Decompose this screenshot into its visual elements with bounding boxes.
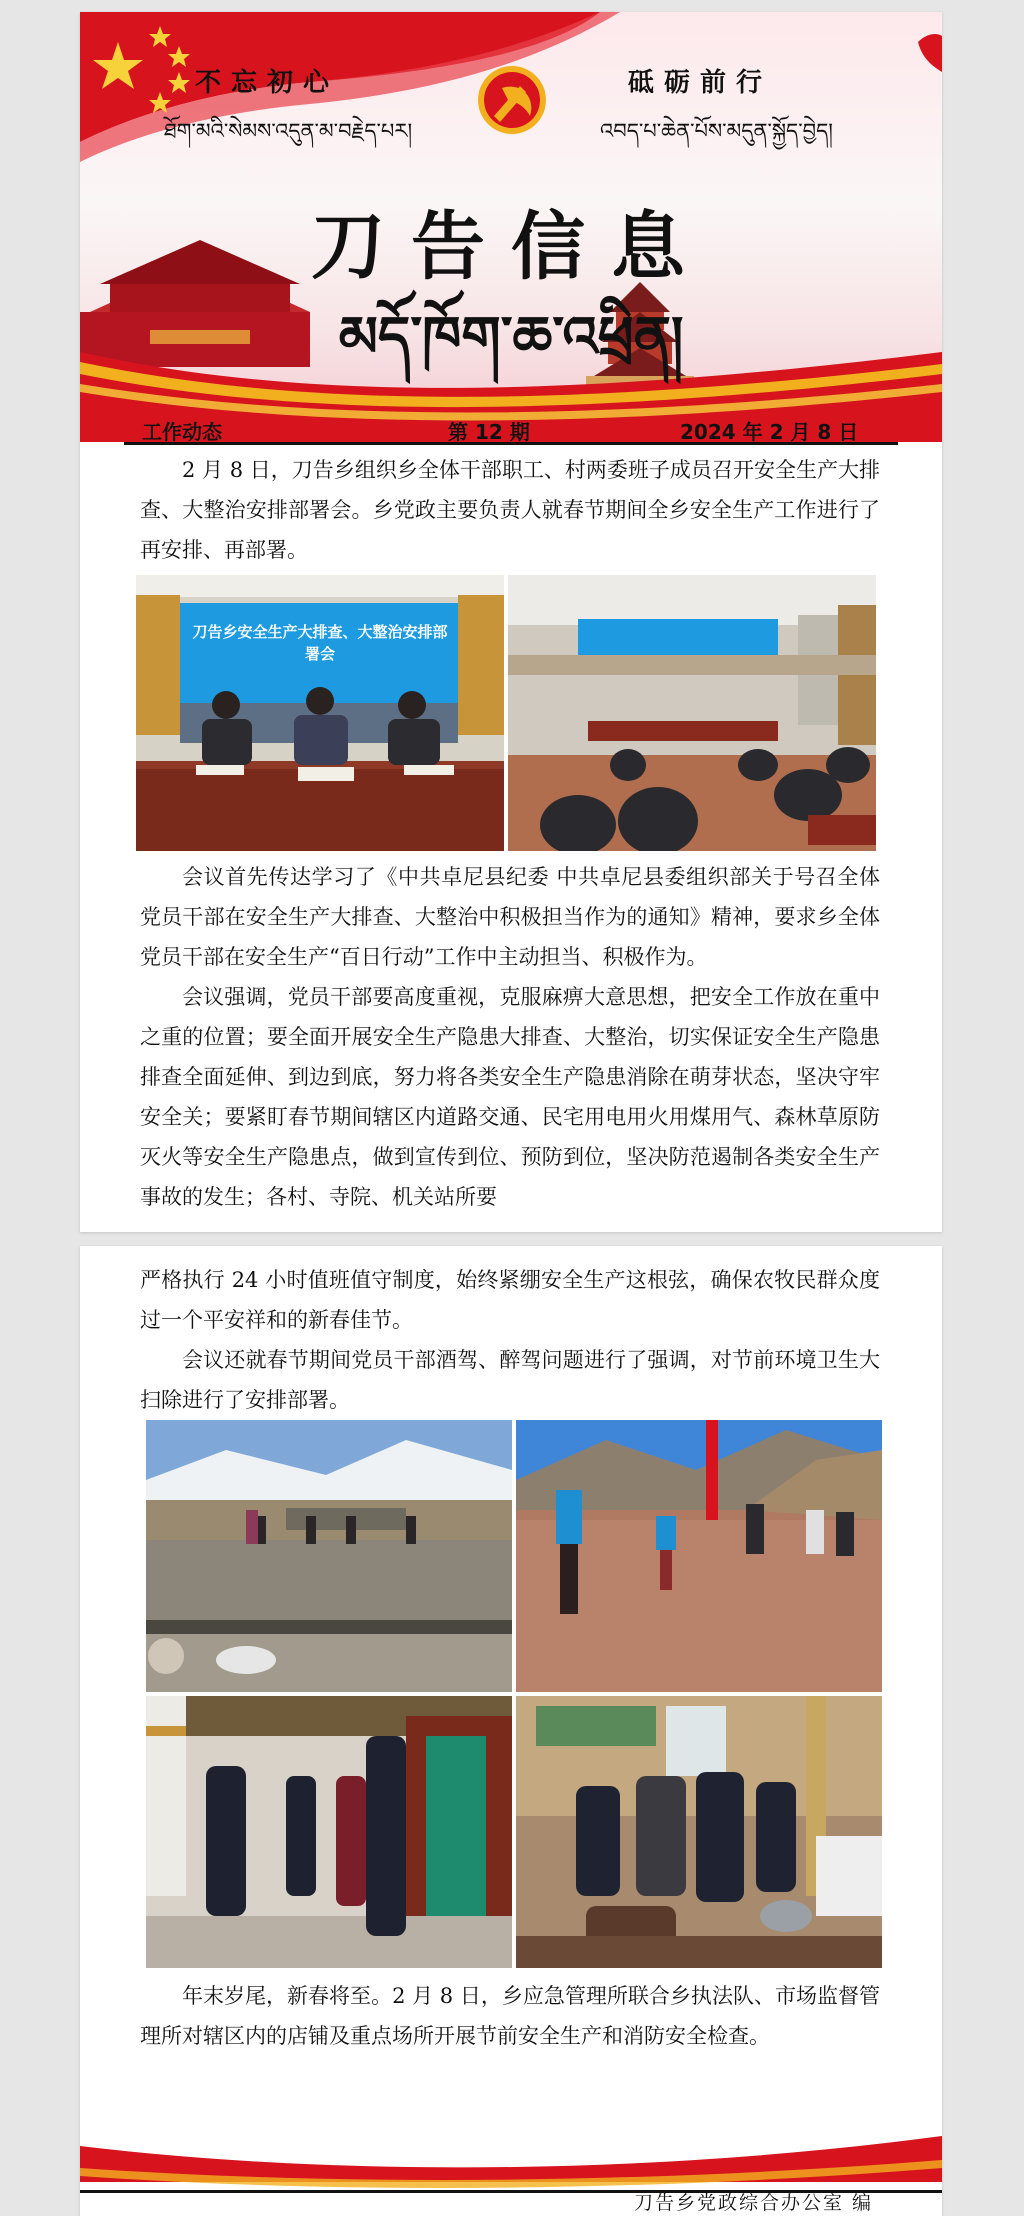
paragraph-2: 会议首先传达学习了《中共卓尼县纪委 中共卓尼县委组织部关于号召全体党员干部在安全生产大排查、大整治中积极担当作为的通知》精神，要求乡全体党员干部在安全生产“百日行动”工作中主动担当、积极作为。 [140, 865, 880, 969]
tibetan-slogan-left: ཐོག་མའི་སེམས་འདུན་མ་བརྗེད་པར། [164, 119, 413, 143]
masthead-title-tibetan: མདོ་ཁོག་ཆ་འཕྲིན། [338, 305, 684, 370]
inspection-square-photo [516, 1420, 882, 1692]
masthead-banner [80, 12, 942, 442]
paragraph-3-part-1: 会议强调，党员干部要高度重视，克服麻痹大意思想，把安全工作放在重中之重的位置；要全面开展安全生产隐患大排查、大整治，切实保证安全生产隐患排查全面延伸、到边到底，努力将各类安全生产隐患消除在萌芽状态，坚决守牢安全关；要紧盯春节期间辖区内道路交通、民宅用电用火用煤用气、森林草原防灭火等安全生产隐患点，做到宣传到位、预防到位，坚决防范遏制各类安全生产事故的发生；各村、寺院、机关站所要 [140, 985, 880, 1209]
paragraph-5: 年末岁尾，新春将至。2 月 8 日，乡应急管理所联合乡执法队、市场监督管理所对辖区内的店铺及重点场所开展节前安全生产和消防安全检查。 [140, 1984, 880, 2048]
paragraph-4: 会议还就春节期间党员干部酒驾、醉驾问题进行了强调，对节前环境卫生大扫除进行了安排部署。 [140, 1348, 880, 1412]
paragraph-3-part-2: 严格执行 24 小时值班值守制度，始终紧绷安全生产这根弦，确保农牧民群众度过一个平安祥和的新春佳节。 [140, 1268, 880, 1332]
footer-signature: 刀告乡党政综合办公室 编 [634, 2192, 874, 2214]
issue-number: 第 12 期 [448, 420, 530, 442]
tibetan-slogan-right: འབད་པ་ཆེན་པོས་མདུན་སྐྱོད་བྱེད། [600, 119, 833, 143]
document-page-2 [80, 1246, 942, 2216]
slogan-right: 砥砺前行 [628, 68, 773, 98]
paragraph-1: 2 月 8 日，刀告乡组织乡全体干部职工、村两委班子成员召开安全生产大排查、大整治安排部署会。乡党政主要负责人就春节期间全乡安全生产工作进行了再安排、再部署。 [140, 458, 880, 562]
masthead-title: 刀告信息 [311, 204, 711, 290]
party-emblem-icon [478, 66, 546, 134]
inspection-kitchen-photo [516, 1696, 882, 1968]
column-name: 工作动态 [142, 420, 222, 442]
meeting-dais-photo [136, 575, 504, 851]
issue-date: 2024 年 2 月 8 日 [680, 420, 859, 442]
inspection-shop-entrance-photo [146, 1696, 512, 1968]
screen-caption: 刀告乡安全生产大排查、大整治安排部署会 [192, 623, 448, 663]
masthead-rule [124, 442, 898, 445]
slogan-left: 不忘初心 [195, 68, 340, 98]
meeting-hall-photo [508, 575, 876, 851]
document-page-1 [80, 12, 942, 1232]
inspection-street-photo [146, 1420, 512, 1692]
